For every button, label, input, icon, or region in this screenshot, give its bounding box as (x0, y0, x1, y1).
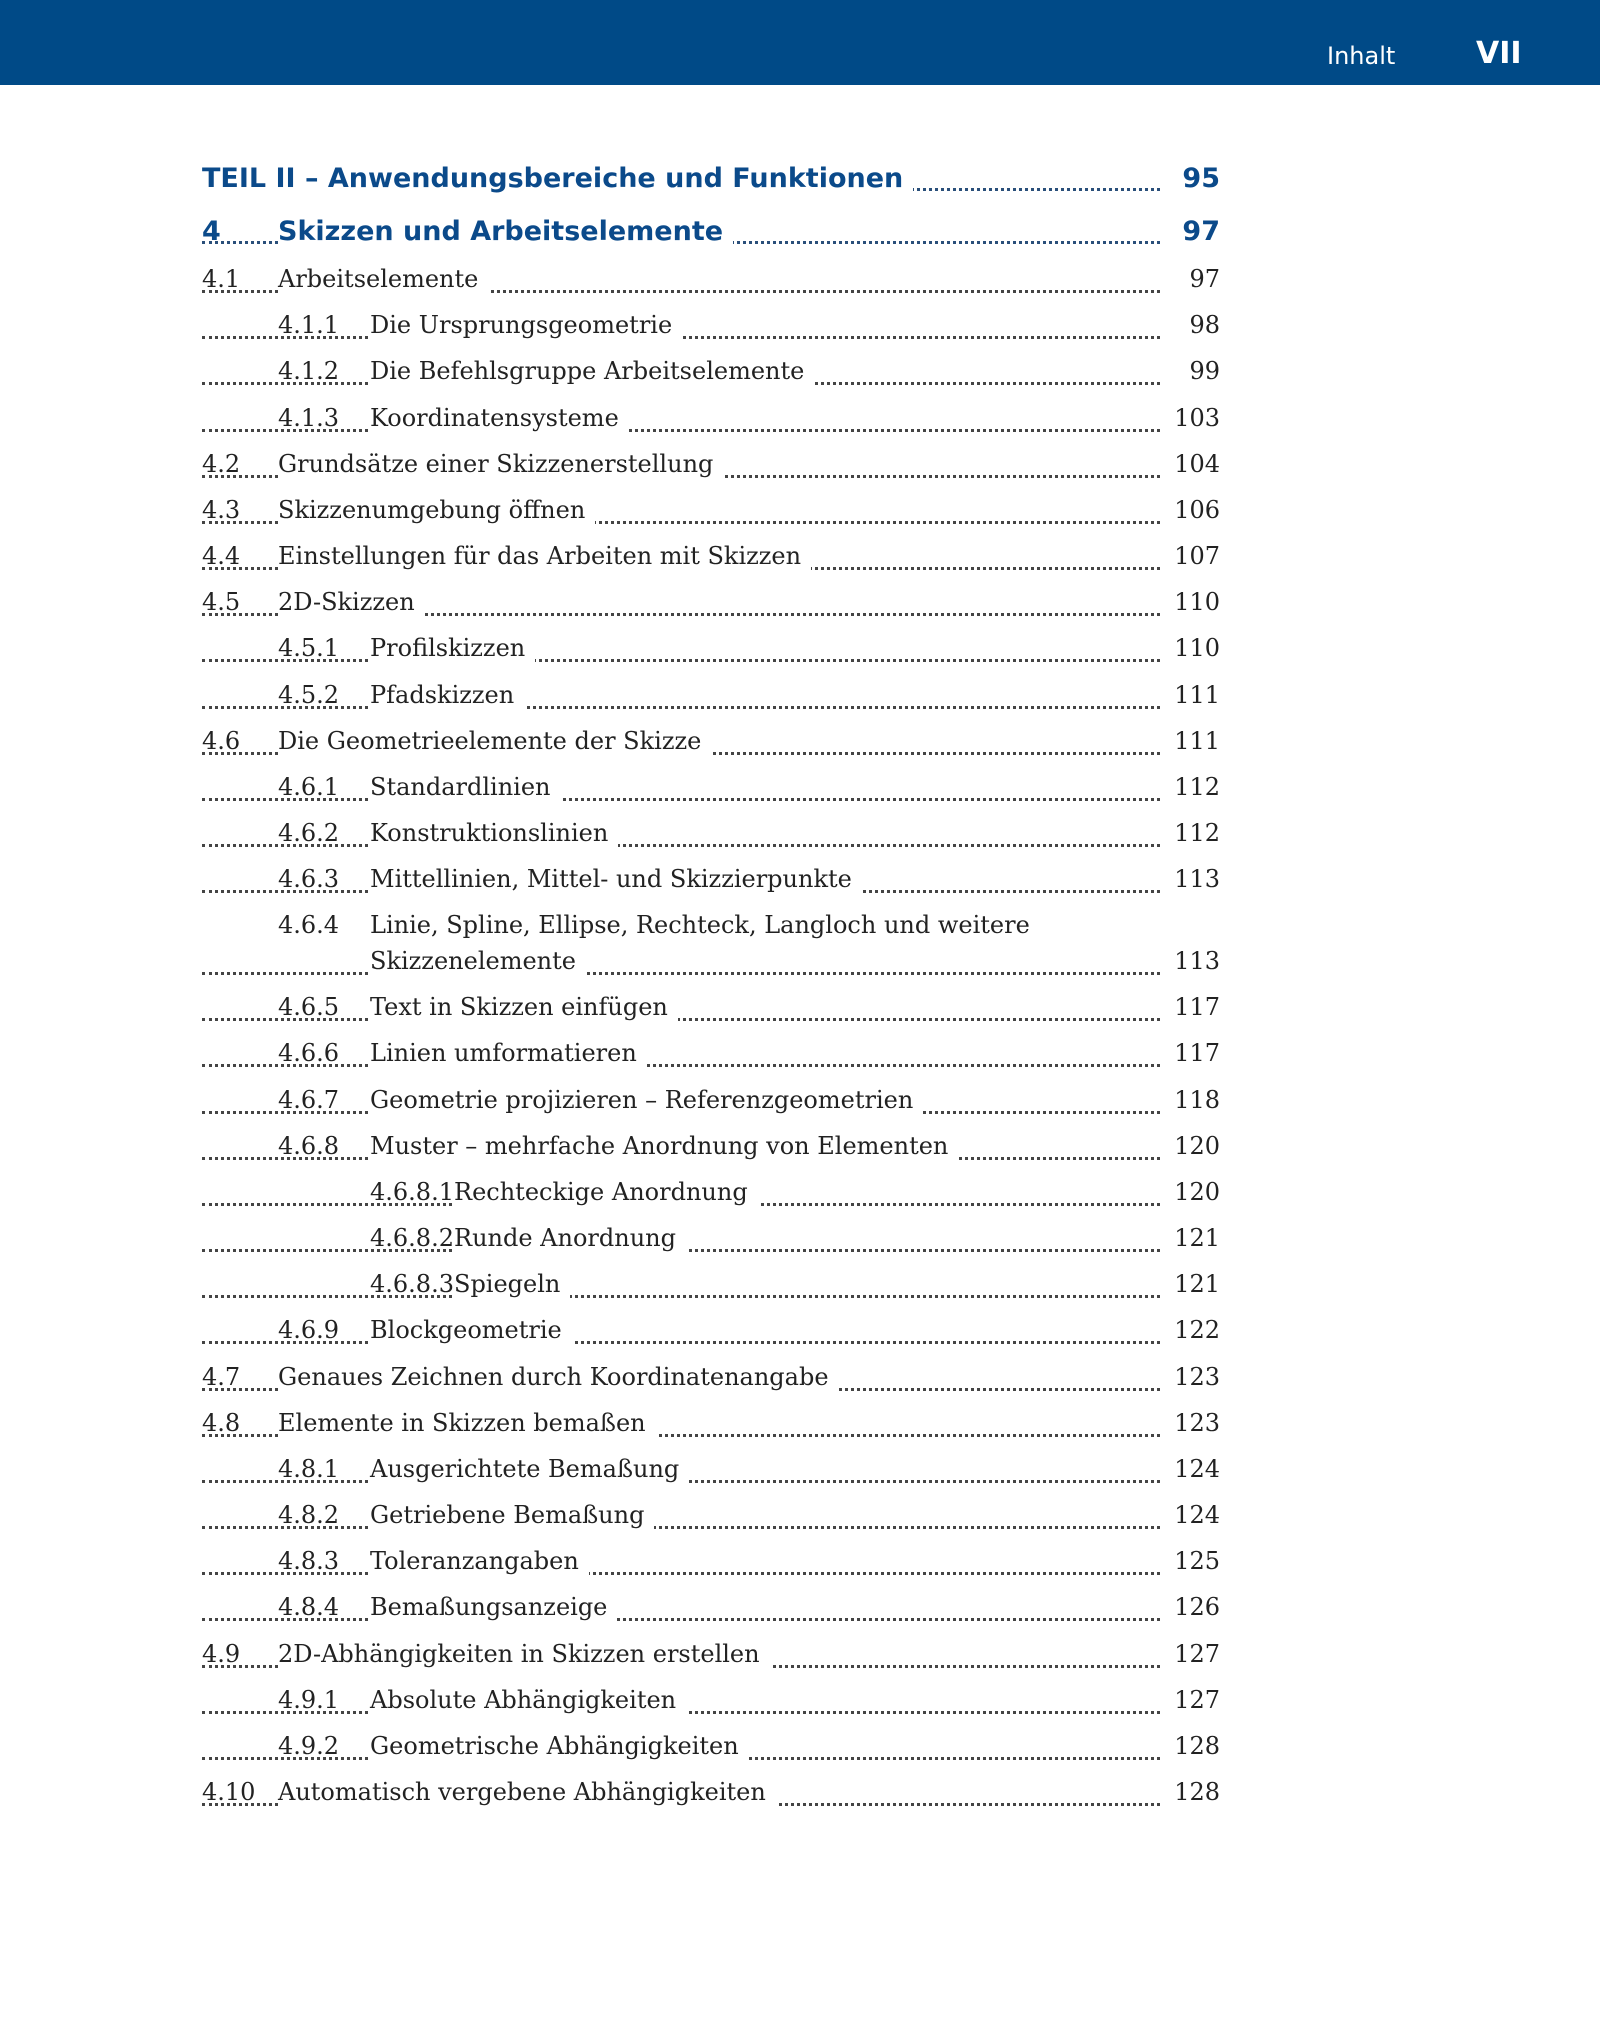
toc-entry-number: 4.6 (202, 727, 241, 755)
toc-entry[interactable] (202, 311, 1220, 347)
toc-entry-page: 97 (1175, 265, 1220, 293)
toc-entry-number: 4.9.2 (278, 1732, 340, 1760)
toc-entry-title: Pfadskizzen (370, 681, 524, 709)
dot-leader (202, 1504, 1160, 1529)
toc-entry[interactable] (202, 681, 1220, 717)
toc-entry-title: Toleranzangaben (370, 1547, 589, 1575)
toc-chapter-entry[interactable] (202, 216, 1220, 252)
toc-entry-number: 4.8.1 (278, 1455, 340, 1483)
toc-entry-number: 4.8 (202, 1409, 241, 1437)
toc-entry[interactable] (202, 819, 1220, 855)
toc-entry[interactable] (202, 1132, 1220, 1168)
toc-entry[interactable] (202, 1547, 1220, 1583)
toc-entry[interactable] (202, 1593, 1220, 1629)
toc-entry-number: 4.7 (202, 1363, 241, 1391)
toc-entry-page: 112 (1160, 773, 1220, 801)
toc-entry[interactable] (202, 1778, 1220, 1814)
toc-part-page: 95 (1168, 163, 1220, 194)
toc-chapter-title: Skizzen und Arbeitselemente (278, 216, 733, 247)
toc-part-entry[interactable] (202, 163, 1220, 199)
toc-entry-title: Die Ursprungsgeometrie (370, 311, 682, 339)
toc-entry-page: 110 (1160, 634, 1220, 662)
toc-entry-page: 98 (1175, 311, 1220, 339)
toc-entry[interactable] (202, 727, 1220, 763)
toc-entry-number: 4.6.8.3 (370, 1270, 454, 1298)
toc-entry-number: 4.6.5 (278, 993, 340, 1021)
toc-entry-number: 4.6.2 (278, 819, 340, 847)
toc-entry[interactable] (202, 357, 1220, 393)
toc-entry-page: 107 (1160, 542, 1220, 570)
toc-entry-page: 121 (1160, 1270, 1220, 1298)
toc-entry-title: Die Geometrieelemente der Skizze (278, 727, 711, 755)
toc-entry[interactable] (202, 1316, 1220, 1352)
toc-entry-title-line2: Skizzenelemente (370, 947, 586, 975)
toc-entry[interactable] (202, 1178, 1220, 1214)
dot-leader (202, 996, 1160, 1021)
toc-chapter-number: 4 (202, 216, 221, 247)
toc-entry[interactable] (202, 1732, 1220, 1768)
toc-entry-page: 121 (1160, 1224, 1220, 1252)
dot-leader (202, 1550, 1160, 1575)
toc-entry-page: 122 (1160, 1316, 1220, 1344)
dot-leader (202, 1042, 1160, 1067)
dot-leader (202, 684, 1160, 709)
toc-entry-page: 113 (1160, 865, 1220, 893)
toc-entry-number: 4.9 (202, 1640, 241, 1668)
toc-entry[interactable] (202, 1686, 1220, 1722)
toc-entry[interactable] (202, 450, 1220, 486)
toc-entry-number: 4.9.1 (278, 1686, 340, 1714)
header-page-number: VII (1476, 36, 1522, 71)
toc-entry[interactable] (202, 265, 1220, 301)
toc-entry-number: 4.6.7 (278, 1086, 340, 1114)
toc-entry-title: Profilskizzen (370, 634, 535, 662)
toc-entry[interactable] (202, 1270, 1220, 1306)
toc-entry-title: Grundsätze einer Skizzenerstellung (278, 450, 723, 478)
toc-entry-page: 117 (1160, 993, 1220, 1021)
toc-entry-number: 4.1.3 (278, 404, 340, 432)
toc-entry-page: 111 (1160, 727, 1220, 755)
toc-entry-number: 4.4 (202, 542, 241, 570)
toc-entry-page: 117 (1160, 1039, 1220, 1067)
toc-entry[interactable] (202, 993, 1220, 1029)
toc-entry-title: Text in Skizzen einfügen (370, 993, 678, 1021)
toc-entry-title: Geometrische Abhängigkeiten (370, 1732, 749, 1760)
toc-entry[interactable] (202, 588, 1220, 624)
toc-entry-title: Rechteckige Anordnung (454, 1178, 758, 1206)
toc-entry-page: 110 (1160, 588, 1220, 616)
toc-entry-title: Skizzenumgebung öffnen (278, 496, 595, 524)
toc-entry-title: Absolute Abhängigkeiten (370, 1686, 686, 1714)
toc-entry-number: 4.8.4 (278, 1593, 340, 1621)
toc-entry-page: 112 (1160, 819, 1220, 847)
toc-entry-number: 4.10 (202, 1778, 256, 1806)
toc-entry-page: 128 (1160, 1732, 1220, 1760)
header-bar (0, 0, 1600, 85)
toc-entry-number: 4.1 (202, 265, 241, 293)
dot-leader (202, 1273, 1160, 1298)
toc-entry[interactable] (202, 1086, 1220, 1122)
toc-entry-page: 111 (1160, 681, 1220, 709)
toc-entry-page: 124 (1160, 1501, 1220, 1529)
toc-entry-page: 127 (1160, 1640, 1220, 1668)
toc-entry[interactable] (202, 1039, 1220, 1075)
dot-leader (202, 1596, 1160, 1621)
toc-entry[interactable] (202, 773, 1220, 809)
toc-entry-page: 123 (1160, 1409, 1220, 1437)
toc-entry[interactable] (202, 404, 1220, 440)
toc-entry-title: Arbeitselemente (278, 265, 488, 293)
toc-entry-title: Muster – mehrfache Anordnung von Elementen (370, 1132, 958, 1160)
toc-entry-title: Bemaßungsanzeige (370, 1593, 617, 1621)
toc-entry[interactable] (202, 1224, 1220, 1260)
toc-entry-number: 4.6.4 (278, 911, 340, 939)
toc-entry-number: 4.6.8.2 (370, 1224, 454, 1252)
toc-entry-title: Ausgerichtete Bemaßung (370, 1455, 689, 1483)
toc-entry[interactable] (202, 542, 1220, 578)
toc-entry-number: 4.1.1 (278, 311, 340, 339)
toc-entry-page: 126 (1160, 1593, 1220, 1621)
dot-leader (202, 822, 1160, 847)
toc-entry[interactable] (202, 1409, 1220, 1445)
toc-entry[interactable] (202, 1640, 1220, 1676)
toc-entry-number: 4.6.1 (278, 773, 340, 801)
toc-entry-title: 2D-Skizzen (278, 588, 425, 616)
toc-entry-page: 127 (1160, 1686, 1220, 1714)
toc-entry-title: Standardlinien (370, 773, 561, 801)
toc-entry-title: Linien umformatieren (370, 1039, 647, 1067)
toc-entry-number: 4.5.2 (278, 681, 340, 709)
toc-entry-title: Runde Anordnung (454, 1224, 686, 1252)
toc-entry-page: 113 (1160, 947, 1220, 975)
toc-entry-number: 4.5 (202, 588, 241, 616)
toc-entry-number: 4.6.8.1 (370, 1178, 454, 1206)
toc-entry-page: 104 (1160, 450, 1220, 478)
toc-entry-number: 4.2 (202, 450, 241, 478)
toc-entry[interactable] (202, 1363, 1220, 1399)
dot-leader (202, 1319, 1160, 1344)
toc-entry-title: Automatisch vergebene Abhängigkeiten (278, 1778, 776, 1806)
toc-entry-page: 99 (1175, 357, 1220, 385)
toc-entry-number: 4.8.2 (278, 1501, 340, 1529)
toc-entry-title-line1: Linie, Spline, Ellipse, Rechteck, Langloch und weitere (370, 911, 1030, 939)
toc-entry[interactable] (202, 634, 1220, 670)
toc-entry-title: Koordinatensysteme (370, 404, 629, 432)
toc-entry-title: Blockgeometrie (370, 1316, 572, 1344)
toc-part-title: TEIL II – Anwendungsbereiche und Funktionen (202, 163, 913, 194)
toc-entry[interactable] (202, 496, 1220, 532)
toc-entry-page: 124 (1160, 1455, 1220, 1483)
toc-entry-number: 4.8.3 (278, 1547, 340, 1575)
dot-leader (202, 950, 1160, 975)
toc-chapter-page: 97 (1168, 216, 1220, 247)
toc-entry-title: Die Befehlsgruppe Arbeitselemente (370, 357, 814, 385)
dot-leader (202, 637, 1160, 662)
toc-entry[interactable] (202, 1501, 1220, 1537)
header-section-title: Inhalt (1327, 42, 1396, 70)
toc-entry-number: 4.6.3 (278, 865, 340, 893)
toc-entry-title: Einstellungen für das Arbeiten mit Skizzen (278, 542, 811, 570)
toc-entry-page: 128 (1160, 1778, 1220, 1806)
toc-entry-title: 2D-Abhängigkeiten in Skizzen erstellen (278, 1640, 770, 1668)
toc-entry-number: 4.6.9 (278, 1316, 340, 1344)
toc-entry-title: Konstruktionslinien (370, 819, 618, 847)
toc-entry-number: 4.5.1 (278, 634, 340, 662)
toc-entry-number: 4.6.8 (278, 1132, 340, 1160)
toc-entry[interactable] (202, 1455, 1220, 1491)
dot-leader (202, 776, 1160, 801)
toc-entry-title: Getriebene Bemaßung (370, 1501, 654, 1529)
toc-entry-title: Spiegeln (454, 1270, 570, 1298)
toc-entry-page: 103 (1160, 404, 1220, 432)
toc-entry-title: Elemente in Skizzen bemaßen (278, 1409, 656, 1437)
toc-entry-page: 106 (1160, 496, 1220, 524)
toc-entry-title: Geometrie projizieren – Referenzgeometrien (370, 1086, 923, 1114)
toc-entry-page: 120 (1160, 1132, 1220, 1160)
toc-entry-number: 4.1.2 (278, 357, 340, 385)
toc-entry-title: Mittellinien, Mittel- und Skizzierpunkte (370, 865, 862, 893)
toc-entry-page: 125 (1160, 1547, 1220, 1575)
toc-entry-number: 4.3 (202, 496, 241, 524)
toc-entry-title: Genaues Zeichnen durch Koordinatenangabe (278, 1363, 839, 1391)
toc-entry-number: 4.6.6 (278, 1039, 340, 1067)
toc-entry-page: 118 (1160, 1086, 1220, 1114)
dot-leader (202, 407, 1160, 432)
toc-entry[interactable] (202, 911, 1220, 983)
toc-entry[interactable] (202, 865, 1220, 901)
toc-entry-page: 123 (1160, 1363, 1220, 1391)
toc-entry-page: 120 (1160, 1178, 1220, 1206)
